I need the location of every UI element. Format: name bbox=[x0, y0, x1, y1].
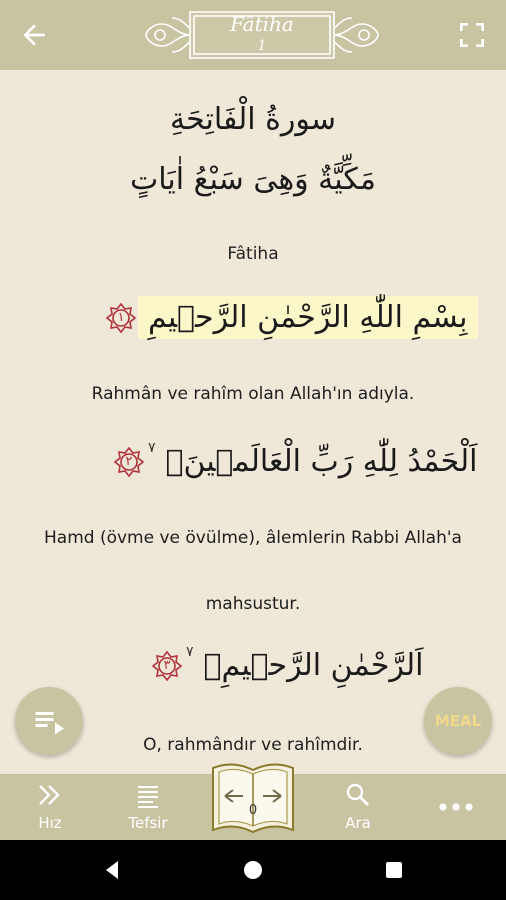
nav-recents-icon[interactable] bbox=[382, 858, 406, 882]
more-options-button[interactable] bbox=[416, 774, 496, 840]
pause-mark: ٧ bbox=[186, 644, 194, 660]
verse-number-badge bbox=[150, 649, 184, 683]
verse-arabic-text: بِسْمِ اللّٰهِ الرَّحْمٰنِ الرَّح۪يمِ bbox=[138, 296, 478, 339]
top-app-bar bbox=[0, 0, 506, 70]
search-icon bbox=[343, 780, 373, 810]
page-navigator-button[interactable] bbox=[211, 760, 295, 836]
verse-1[interactable] bbox=[104, 296, 478, 339]
tab-hiz-label: Hız bbox=[38, 814, 62, 832]
playlist-play-icon bbox=[31, 703, 67, 739]
verse-2[interactable] bbox=[112, 440, 487, 483]
surah-arabic-subtitle: مَكِّيَّةٌ وَهِىَ سَبْعُ اٰيَاتٍ bbox=[130, 162, 376, 197]
meal-button[interactable]: MEAL bbox=[424, 687, 492, 755]
surah-arabic-title: سورةُ الْفَاتِحَةِ bbox=[170, 102, 336, 137]
fullscreen-icon[interactable] bbox=[456, 19, 488, 51]
verse-translation: Hamd (övme ve övülme), âlemlerin Rabbi Allah'a bbox=[44, 528, 462, 548]
verse-number-badge bbox=[112, 445, 146, 479]
nav-home-icon[interactable] bbox=[241, 858, 265, 882]
pause-mark: ٧ bbox=[148, 440, 156, 456]
surah-name-label: Fâtiha bbox=[227, 244, 279, 264]
nav-back-icon[interactable] bbox=[100, 858, 124, 882]
verse-number: ٣ bbox=[163, 657, 171, 673]
tab-tefsir[interactable] bbox=[108, 774, 188, 840]
arrow-back-icon[interactable] bbox=[18, 19, 50, 51]
tab-hiz[interactable] bbox=[10, 774, 90, 840]
document-lines-icon bbox=[133, 780, 163, 810]
playlist-button[interactable] bbox=[15, 687, 83, 755]
verse-number-badge bbox=[104, 301, 138, 335]
reading-page[interactable] bbox=[0, 70, 506, 774]
surah-number: 1 bbox=[257, 38, 267, 54]
tab-ara[interactable] bbox=[318, 774, 398, 840]
verse-translation: Rahmân ve rahîm olan Allah'ın adıyla. bbox=[91, 384, 415, 404]
verse-arabic-text: اَلْحَمْدُ لِلّٰهِ رَبِّ الْعَالَم۪ينَۙ bbox=[165, 444, 478, 479]
more-horizontal-icon bbox=[438, 792, 474, 822]
page-number: 0 bbox=[248, 803, 258, 818]
fast-forward-icon bbox=[35, 780, 65, 810]
verse-translation: O, rahmândır ve rahîmdir. bbox=[143, 735, 363, 755]
verse-arabic-text: اَلرَّحْمٰنِ الرَّح۪يمِۙ bbox=[203, 648, 424, 683]
system-navigation-bar bbox=[0, 840, 506, 900]
verse-3[interactable] bbox=[150, 644, 433, 687]
tab-tefsir-label: Tefsir bbox=[128, 814, 168, 832]
verse-number: ٢ bbox=[125, 453, 133, 469]
verse-number: ١ bbox=[117, 309, 125, 325]
surah-title: Fâtiha bbox=[230, 12, 294, 36]
open-book-icon bbox=[211, 760, 295, 836]
tab-ara-label: Ara bbox=[345, 814, 371, 832]
verse-translation-cont: mahsustur. bbox=[205, 594, 301, 614]
